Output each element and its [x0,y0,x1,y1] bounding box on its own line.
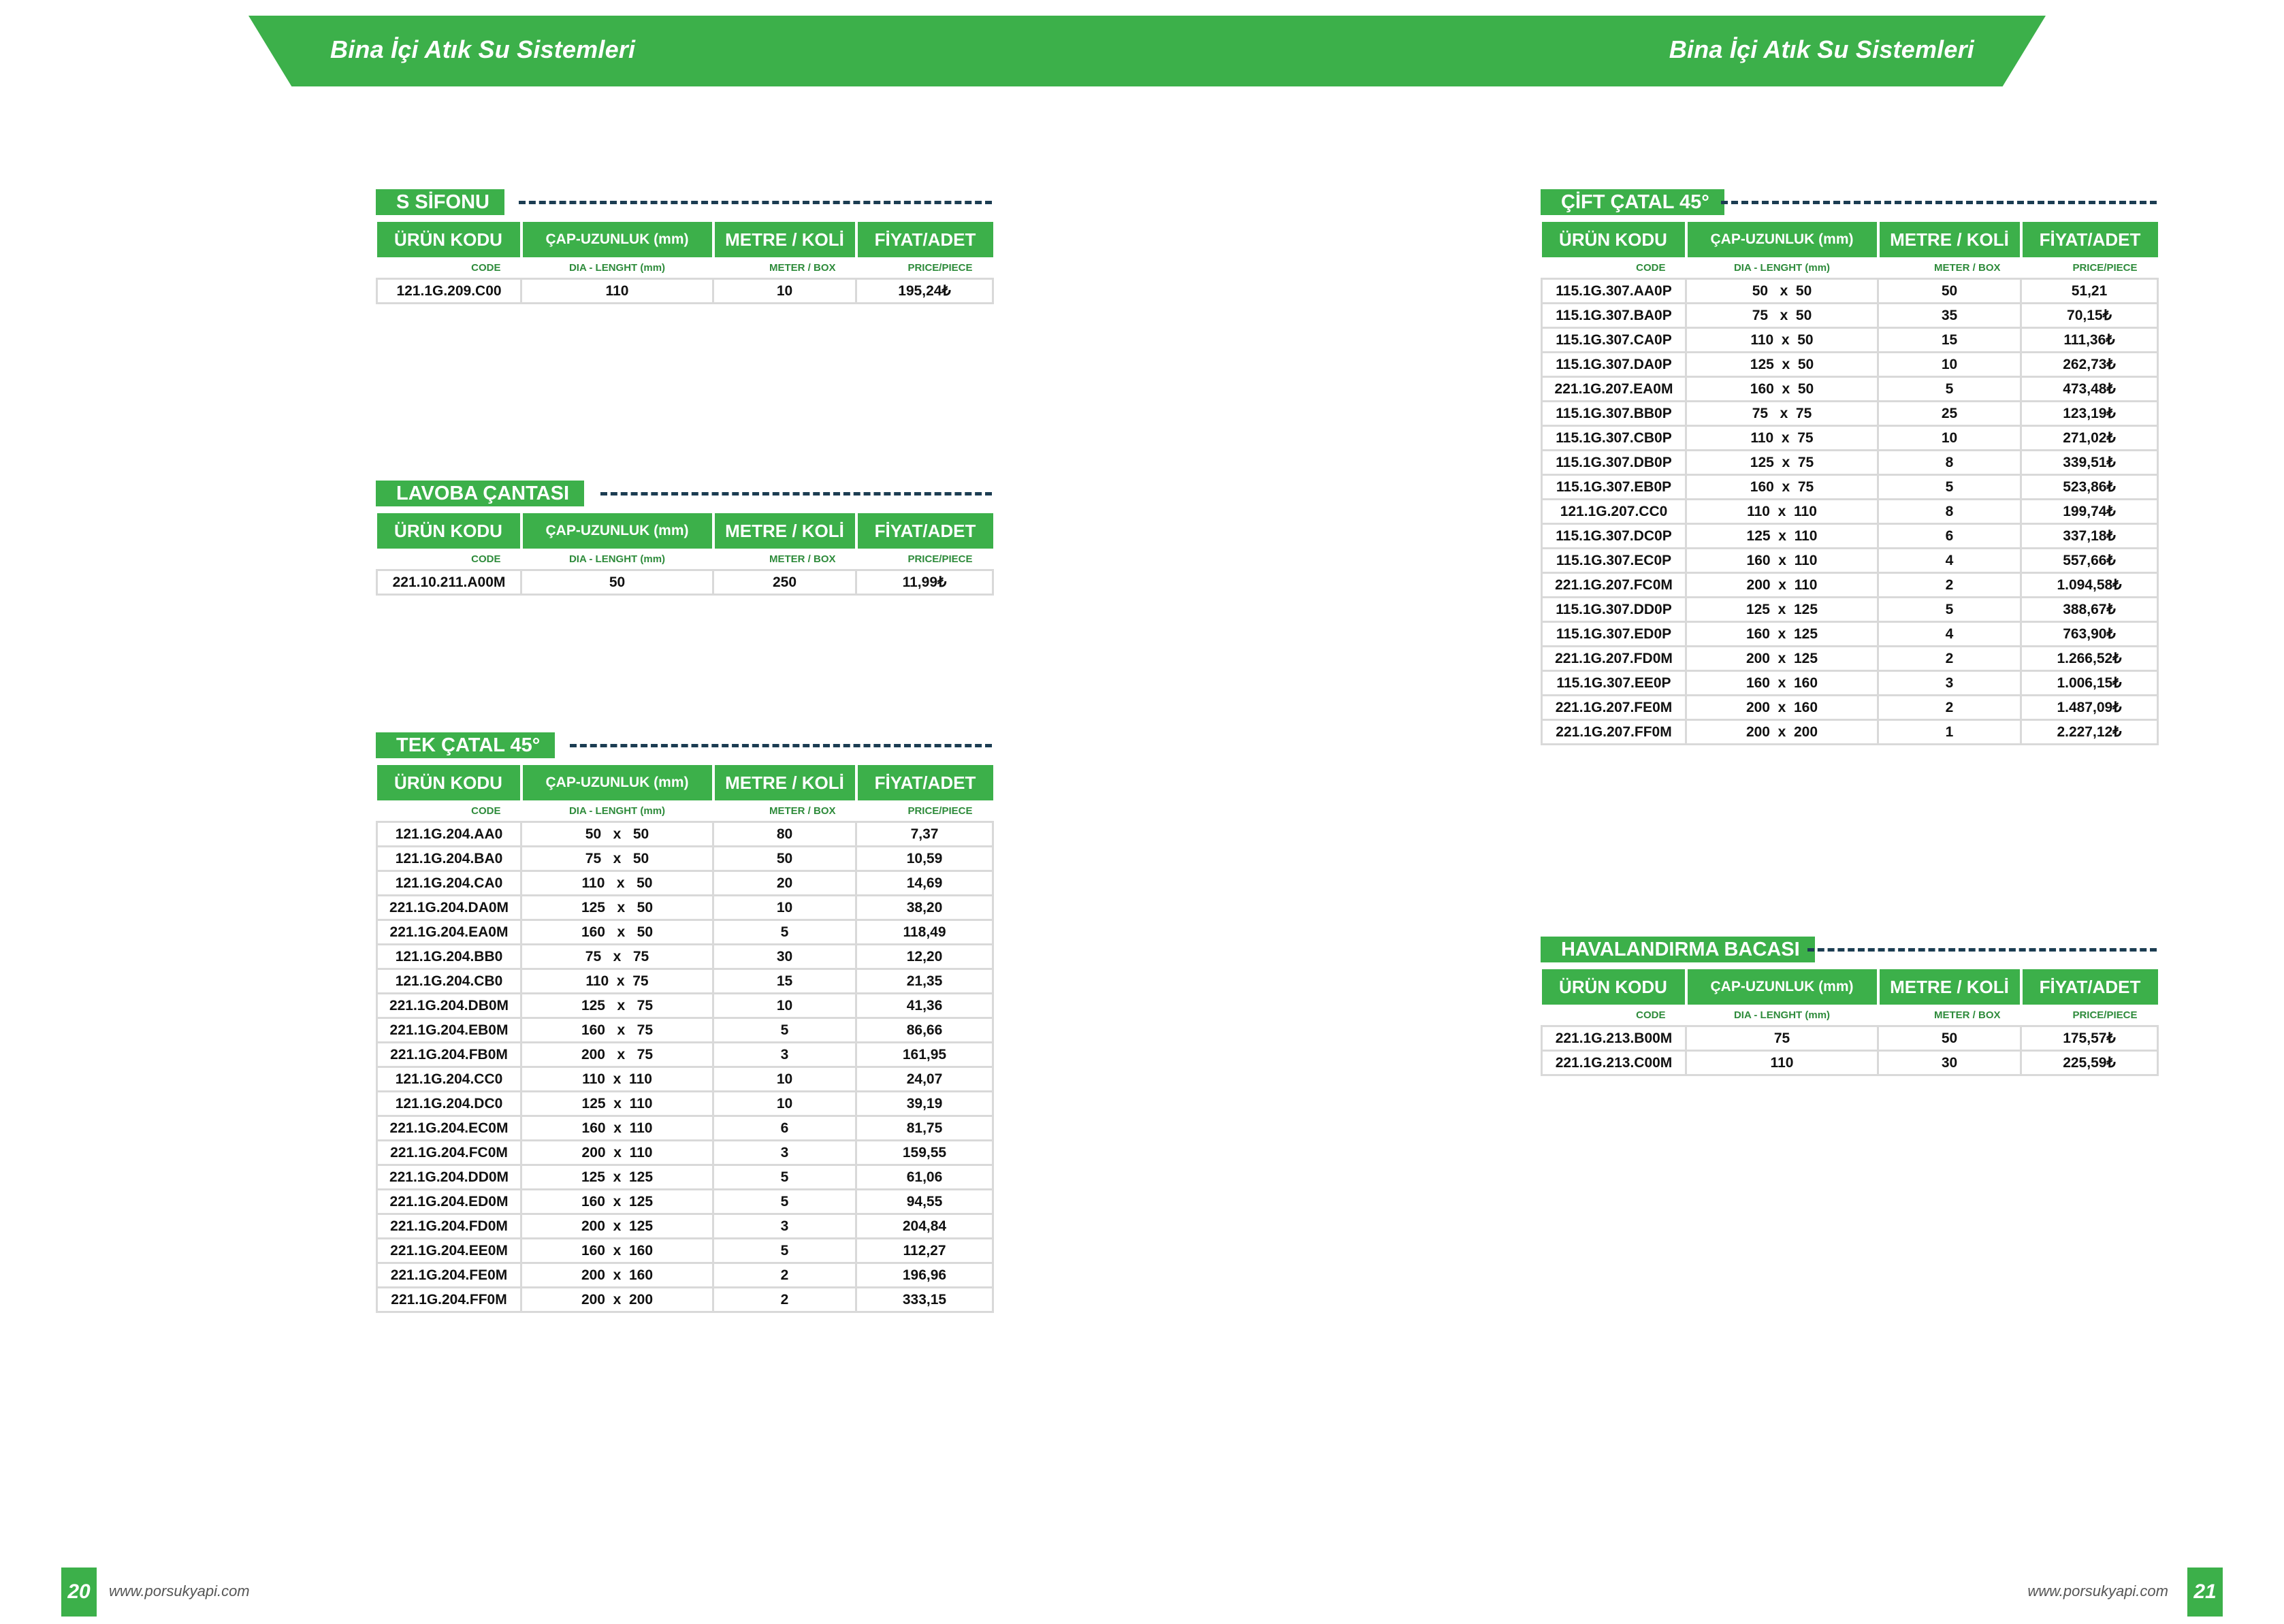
meter-per-box: 5 [1878,377,2021,402]
unit-price: 94,55 [856,1190,993,1214]
unit-price: 10,59 [856,847,993,871]
unit-price: 195,24₺ [856,279,993,304]
meter-per-box: 3 [713,1141,856,1165]
table-row [1542,304,2158,328]
dia-length: 160 x 50 [521,920,713,945]
section-title: HAVALANDIRMA BACASI [1541,937,1815,962]
dia-length: 160 x 110 [521,1116,713,1141]
product-code: 121.1G.204.CC0 [377,1067,521,1092]
meter-per-box: 80 [713,822,856,847]
meter-per-box: 15 [713,969,856,994]
table-row [1542,1051,2158,1075]
footer-url-right[interactable]: www.porsukyapi.com [2027,1582,2168,1599]
header-meter-box: METRE / KOLİ [713,513,856,549]
meter-per-box: 3 [713,1214,856,1239]
table-row [1542,696,2158,720]
table-row [1542,475,2158,500]
subheader-price: PRICE/PIECE [856,549,993,570]
dia-length: 160 x 50 [1686,377,1878,402]
meter-per-box: 8 [1878,500,2021,524]
subheader-meter-box: METER / BOX [713,549,856,570]
product-code: 221.1G.204.DB0M [377,994,521,1018]
header-dia-length: ÇAP-UZUNLUK (mm) [521,765,713,800]
section-divider [600,492,992,496]
subheader-price: PRICE/PIECE [2021,257,2158,279]
meter-per-box: 25 [1878,402,2021,426]
unit-price: 388,67₺ [2021,598,2158,622]
table-row [377,1214,993,1239]
product-code: 221.10.211.A00M [377,570,521,595]
product-code: 115.1G.307.AA0P [1542,279,1686,304]
table-row [377,1165,993,1190]
meter-per-box: 10 [1878,353,2021,377]
unit-price: 24,07 [856,1067,993,1092]
table-row [1542,353,2158,377]
section-havalandirma-bacasi [1541,937,2157,1076]
subheader-meter-box: METER / BOX [1878,1005,2021,1026]
unit-price: 1.266,52₺ [2021,647,2158,671]
price-table [376,765,994,1313]
table-row [1542,500,2158,524]
dia-length: 110 x 110 [521,1067,713,1092]
section-title: LAVOBA ÇANTASI [376,481,584,506]
dia-length: 200 x 200 [1686,720,1878,745]
subheader-code: CODE [377,257,521,279]
product-code: 121.1G.204.BB0 [377,945,521,969]
product-code: 115.1G.307.DB0P [1542,451,1686,475]
section-header [1541,189,2157,215]
table-row [377,279,993,304]
meter-per-box: 250 [713,570,856,595]
table-row [1542,524,2158,549]
dia-length: 125 x 50 [1686,353,1878,377]
dia-length: 50 x 50 [521,822,713,847]
header-code: ÜRÜN KODU [377,222,521,257]
unit-price: 1.006,15₺ [2021,671,2158,696]
meter-per-box: 5 [713,1239,856,1263]
product-code: 221.1G.204.ED0M [377,1190,521,1214]
subheader-dia-length: DIA - LENGHT (mm) [521,549,713,570]
dia-length: 125 x 125 [1686,598,1878,622]
unit-price: 159,55 [856,1141,993,1165]
table-row [1542,328,2158,353]
meter-per-box: 5 [713,1018,856,1043]
meter-per-box: 4 [1878,549,2021,573]
dia-length: 125 x 75 [1686,451,1878,475]
product-code: 221.1G.207.EA0M [1542,377,1686,402]
product-code: 121.1G.204.DC0 [377,1092,521,1116]
product-code: 221.1G.204.FD0M [377,1214,521,1239]
table-row [1542,279,2158,304]
subheader-code: CODE [1542,1005,1686,1026]
product-code: 121.1G.204.AA0 [377,822,521,847]
product-code: 221.1G.207.FE0M [1542,696,1686,720]
section-header [376,481,992,506]
dia-length: 200 x 125 [1686,647,1878,671]
meter-per-box: 5 [1878,598,2021,622]
table-row [1542,573,2158,598]
header-code: ÜRÜN KODU [1542,969,1686,1005]
meter-per-box: 6 [1878,524,2021,549]
section-divider [1807,948,2157,952]
subheader-price: PRICE/PIECE [856,800,993,822]
unit-price: 38,20 [856,896,993,920]
meter-per-box: 10 [713,1067,856,1092]
meter-per-box: 3 [713,1043,856,1067]
unit-price: 118,49 [856,920,993,945]
meter-per-box: 3 [1878,671,2021,696]
dia-length: 200 x 160 [521,1263,713,1288]
header-price: FİYAT/ADET [2021,969,2158,1005]
table-row [377,822,993,847]
table-row [377,1263,993,1288]
dia-length: 125 x 110 [521,1092,713,1116]
unit-price: 41,36 [856,994,993,1018]
product-code: 121.1G.204.BA0 [377,847,521,871]
unit-price: 196,96 [856,1263,993,1288]
page-number-right: 21 [2187,1568,2223,1617]
dia-length: 50 [521,570,713,595]
page-number-left: 20 [61,1568,97,1617]
meter-per-box: 5 [713,1190,856,1214]
unit-price: 1.487,09₺ [2021,696,2158,720]
section-tek-catal-45 [376,732,992,1313]
product-code: 221.1G.204.EE0M [377,1239,521,1263]
unit-price: 225,59₺ [2021,1051,2158,1075]
dia-length: 110 x 50 [1686,328,1878,353]
section-title: ÇİFT ÇATAL 45° [1541,189,1724,215]
section-header [376,189,992,215]
table-row [377,847,993,871]
product-code: 221.1G.204.FC0M [377,1141,521,1165]
dia-length: 160 x 160 [521,1239,713,1263]
section-header [376,732,992,758]
unit-price: 70,15₺ [2021,304,2158,328]
meter-per-box: 10 [713,1092,856,1116]
dia-length: 75 x 75 [521,945,713,969]
dia-length: 125 x 75 [521,994,713,1018]
subheader-meter-box: METER / BOX [1878,257,2021,279]
meter-per-box: 10 [713,994,856,1018]
header-meter-box: METRE / KOLİ [713,765,856,800]
product-code: 115.1G.307.DC0P [1542,524,1686,549]
product-code: 115.1G.307.CA0P [1542,328,1686,353]
dia-length: 160 x 75 [1686,475,1878,500]
header-title-right: Bina İçi Atık Su Sistemleri [1669,35,1974,63]
product-code: 221.1G.204.DD0M [377,1165,521,1190]
dia-length: 110 x 75 [521,969,713,994]
table-row [377,1288,993,1312]
meter-per-box: 4 [1878,622,2021,647]
table-row [1542,647,2158,671]
meter-per-box: 50 [1878,279,2021,304]
header-dia-length: ÇAP-UZUNLUK (mm) [1686,969,1878,1005]
product-code: 221.1G.207.FF0M [1542,720,1686,745]
subheader-price: PRICE/PIECE [2021,1005,2158,1026]
dia-length: 75 [1686,1026,1878,1051]
unit-price: 123,19₺ [2021,402,2158,426]
product-code: 115.1G.307.BA0P [1542,304,1686,328]
table-row [1542,549,2158,573]
dia-length: 75 x 50 [521,847,713,871]
unit-price: 1.094,58₺ [2021,573,2158,598]
dia-length: 75 x 75 [1686,402,1878,426]
price-table [376,222,994,304]
unit-price: 111,36₺ [2021,328,2158,353]
product-code: 221.1G.213.B00M [1542,1026,1686,1051]
unit-price: 333,15 [856,1288,993,1312]
header-meter-box: METRE / KOLİ [1878,222,2021,257]
table-row [1542,426,2158,451]
product-code: 121.1G.204.CA0 [377,871,521,896]
product-code: 221.1G.204.EC0M [377,1116,521,1141]
unit-price: 86,66 [856,1018,993,1043]
product-code: 121.1G.209.C00 [377,279,521,304]
subheader-price: PRICE/PIECE [856,257,993,279]
header-code: ÜRÜN KODU [1542,222,1686,257]
product-code: 221.1G.204.DA0M [377,896,521,920]
product-code: 121.1G.207.CC0 [1542,500,1686,524]
product-code: 221.1G.204.FF0M [377,1288,521,1312]
subheader-dia-length: DIA - LENGHT (mm) [521,800,713,822]
product-code: 115.1G.307.EB0P [1542,475,1686,500]
unit-price: 199,74₺ [2021,500,2158,524]
product-code: 115.1G.307.EE0P [1542,671,1686,696]
unit-price: 39,19 [856,1092,993,1116]
subheader-meter-box: METER / BOX [713,800,856,822]
unit-price: 473,48₺ [2021,377,2158,402]
table-row [1542,377,2158,402]
header-price: FİYAT/ADET [856,222,993,257]
table-row [377,1067,993,1092]
dia-length: 110 x 110 [1686,500,1878,524]
meter-per-box: 10 [713,896,856,920]
section-header [1541,937,2157,962]
unit-price: 262,73₺ [2021,353,2158,377]
subheader-code: CODE [377,800,521,822]
dia-length: 200 x 110 [521,1141,713,1165]
price-table [1541,969,2159,1076]
product-code: 121.1G.204.CB0 [377,969,521,994]
header-meter-box: METRE / KOLİ [713,222,856,257]
unit-price: 81,75 [856,1116,993,1141]
meter-per-box: 6 [713,1116,856,1141]
dia-length: 200 x 110 [1686,573,1878,598]
meter-per-box: 2 [1878,696,2021,720]
meter-per-box: 2 [713,1263,856,1288]
header-dia-length: ÇAP-UZUNLUK (mm) [1686,222,1878,257]
meter-per-box: 2 [1878,573,2021,598]
unit-price: 2.227,12₺ [2021,720,2158,745]
table-row [1542,402,2158,426]
price-table [376,513,994,596]
product-code: 221.1G.207.FC0M [1542,573,1686,598]
unit-price: 557,66₺ [2021,549,2158,573]
section-title: TEK ÇATAL 45° [376,732,555,758]
subheader-dia-length: DIA - LENGHT (mm) [1686,257,1878,279]
table-row [377,945,993,969]
section-title: S SİFONU [376,189,504,215]
meter-per-box: 5 [1878,475,2021,500]
meter-per-box: 20 [713,871,856,896]
product-code: 221.1G.204.FB0M [377,1043,521,1067]
meter-per-box: 10 [713,279,856,304]
header-title-left: Bina İçi Atık Su Sistemleri [330,35,636,63]
unit-price: 161,95 [856,1043,993,1067]
table-row [377,1190,993,1214]
dia-length: 110 [521,279,713,304]
header-dia-length: ÇAP-UZUNLUK (mm) [521,222,713,257]
section-divider [570,744,992,747]
dia-length: 160 x 75 [521,1018,713,1043]
meter-per-box: 30 [713,945,856,969]
meter-per-box: 1 [1878,720,2021,745]
footer-url-left[interactable]: www.porsukyapi.com [109,1582,250,1599]
product-code: 221.1G.204.EB0M [377,1018,521,1043]
dia-length: 110 [1686,1051,1878,1075]
section-lavoba-cantasi [376,481,992,596]
table-row [377,920,993,945]
dia-length: 125 x 125 [521,1165,713,1190]
product-code: 115.1G.307.DD0P [1542,598,1686,622]
meter-per-box: 50 [713,847,856,871]
product-code: 221.1G.207.FD0M [1542,647,1686,671]
table-row [1542,671,2158,696]
table-row [1542,720,2158,745]
unit-price: 51,21 [2021,279,2158,304]
dia-length: 125 x 50 [521,896,713,920]
meter-per-box: 2 [713,1288,856,1312]
meter-per-box: 2 [1878,647,2021,671]
dia-length: 50 x 50 [1686,279,1878,304]
unit-price: 7,37 [856,822,993,847]
product-code: 115.1G.307.BB0P [1542,402,1686,426]
unit-price: 204,84 [856,1214,993,1239]
table-row [1542,451,2158,475]
unit-price: 763,90₺ [2021,622,2158,647]
meter-per-box: 5 [713,920,856,945]
meter-per-box: 15 [1878,328,2021,353]
header-price: FİYAT/ADET [856,513,993,549]
meter-per-box: 10 [1878,426,2021,451]
subheader-code: CODE [1542,257,1686,279]
unit-price: 523,86₺ [2021,475,2158,500]
dia-length: 160 x 125 [1686,622,1878,647]
subheader-code: CODE [377,549,521,570]
table-row [1542,622,2158,647]
subheader-dia-length: DIA - LENGHT (mm) [521,257,713,279]
unit-price: 12,20 [856,945,993,969]
meter-per-box: 35 [1878,304,2021,328]
table-row [377,570,993,595]
header-price: FİYAT/ADET [856,765,993,800]
table-row [377,1116,993,1141]
table-row [377,896,993,920]
unit-price: 271,02₺ [2021,426,2158,451]
meter-per-box: 8 [1878,451,2021,475]
unit-price: 175,57₺ [2021,1026,2158,1051]
product-code: 115.1G.307.EC0P [1542,549,1686,573]
dia-length: 75 x 50 [1686,304,1878,328]
section-divider [519,201,992,204]
table-row [1542,1026,2158,1051]
unit-price: 21,35 [856,969,993,994]
section-cift-catal-45 [1541,189,2157,745]
table-row [1542,598,2158,622]
dia-length: 160 x 125 [521,1190,713,1214]
meter-per-box: 30 [1878,1051,2021,1075]
subheader-meter-box: METER / BOX [713,257,856,279]
dia-length: 200 x 75 [521,1043,713,1067]
product-code: 221.1G.204.FE0M [377,1263,521,1288]
table-row [377,1043,993,1067]
product-code: 221.1G.213.C00M [1542,1051,1686,1075]
dia-length: 200 x 160 [1686,696,1878,720]
unit-price: 11,99₺ [856,570,993,595]
header-code: ÜRÜN KODU [377,765,521,800]
subheader-dia-length: DIA - LENGHT (mm) [1686,1005,1878,1026]
dia-length: 110 x 75 [1686,426,1878,451]
unit-price: 339,51₺ [2021,451,2158,475]
table-row [377,1018,993,1043]
dia-length: 125 x 110 [1686,524,1878,549]
header-meter-box: METRE / KOLİ [1878,969,2021,1005]
header-dia-length: ÇAP-UZUNLUK (mm) [521,513,713,549]
dia-length: 200 x 125 [521,1214,713,1239]
header-price: FİYAT/ADET [2021,222,2158,257]
table-row [377,1092,993,1116]
unit-price: 14,69 [856,871,993,896]
dia-length: 160 x 160 [1686,671,1878,696]
dia-length: 160 x 110 [1686,549,1878,573]
table-row [377,969,993,994]
meter-per-box: 50 [1878,1026,2021,1051]
product-code: 115.1G.307.CB0P [1542,426,1686,451]
table-row [377,871,993,896]
unit-price: 337,18₺ [2021,524,2158,549]
unit-price: 61,06 [856,1165,993,1190]
dia-length: 110 x 50 [521,871,713,896]
unit-price: 112,27 [856,1239,993,1263]
dia-length: 200 x 200 [521,1288,713,1312]
table-row [377,1239,993,1263]
section-divider [1721,201,2157,204]
table-row [377,994,993,1018]
product-code: 115.1G.307.DA0P [1542,353,1686,377]
section-s-sifonu [376,189,992,304]
meter-per-box: 5 [713,1165,856,1190]
product-code: 115.1G.307.ED0P [1542,622,1686,647]
price-table [1541,222,2159,745]
table-row [377,1141,993,1165]
product-code: 221.1G.204.EA0M [377,920,521,945]
header-code: ÜRÜN KODU [377,513,521,549]
